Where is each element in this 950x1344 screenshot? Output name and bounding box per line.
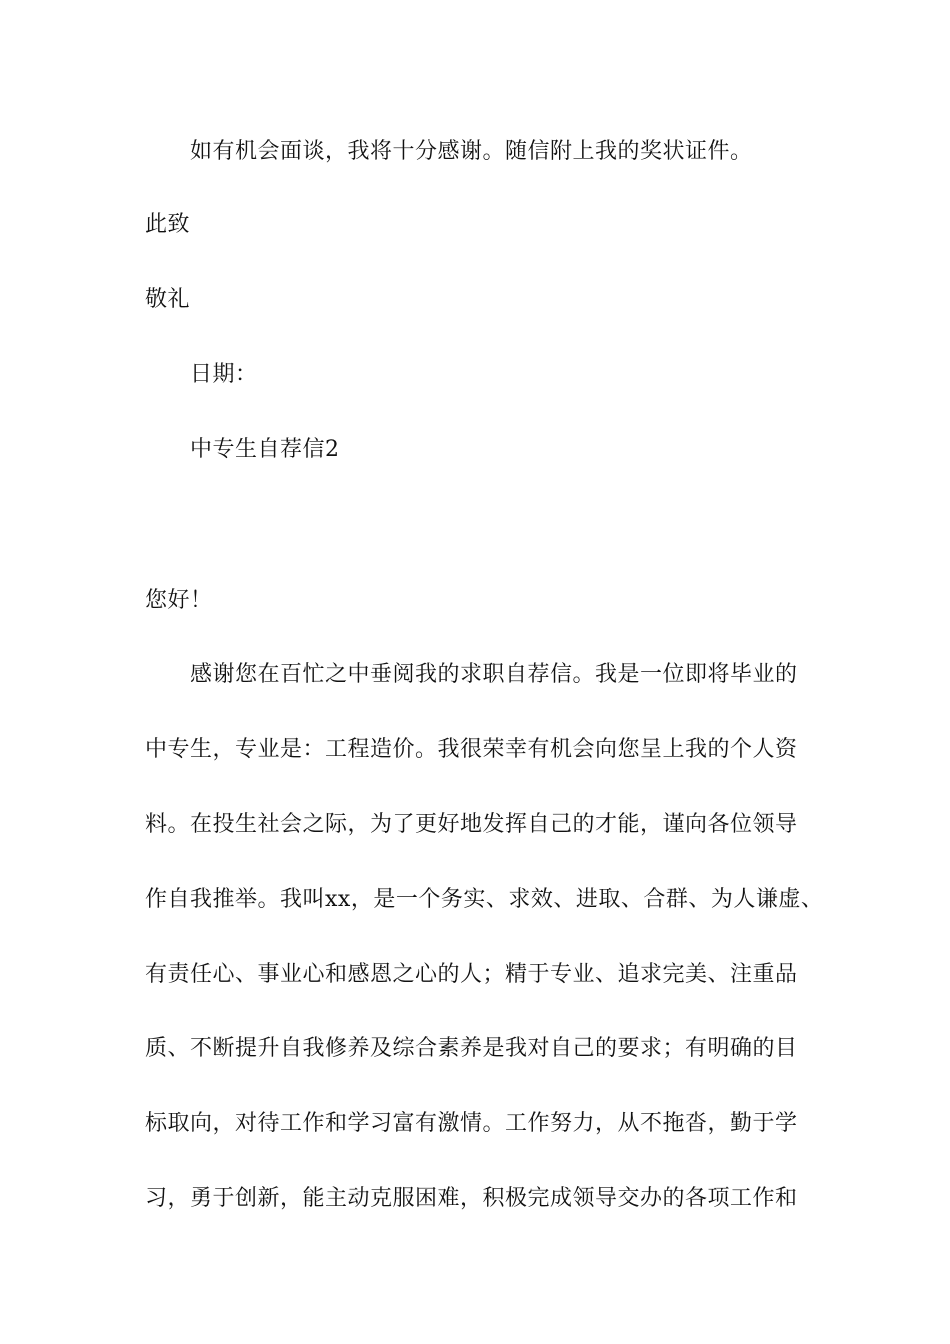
body-line: 质、不断提升自我修养及综合素养是我对自己的要求；有明确的目: [145, 1036, 798, 1061]
body-line: 标取向，对待工作和学习富有激情。工作努力，从不拖沓，勤于学: [145, 1111, 798, 1136]
body-line: 习，勇于创新，能主动克服困难，积极完成领导交办的各项工作和: [145, 1186, 798, 1211]
body-line: 有责任心、事业心和感恩之心的人；精于专业、追求完美、注重品: [145, 962, 798, 987]
greeting: 您好！: [145, 588, 213, 613]
date-label: 日期：: [190, 362, 258, 387]
salutation-line-2: 敬礼: [145, 287, 191, 312]
closing-paragraph: 如有机会面谈，我将十分感谢。随信附上我的奖状证件。: [190, 139, 753, 164]
body-line: 中专生，专业是：工程造价。我很荣幸有机会向您呈上我的个人资: [145, 737, 798, 762]
salutation-line-1: 此致: [145, 212, 191, 237]
body-line: 作自我推举。我叫xx，是一个务实、求效、进取、合群、为人谦虚、: [145, 887, 824, 912]
body-line: 料。在投生社会之际，为了更好地发挥自己的才能，谨向各位领导: [145, 812, 798, 837]
letter-title: 中专生自荐信2: [190, 437, 340, 462]
body-line: 感谢您在百忙之中垂阅我的求职自荐信。我是一位即将毕业的: [190, 662, 798, 687]
